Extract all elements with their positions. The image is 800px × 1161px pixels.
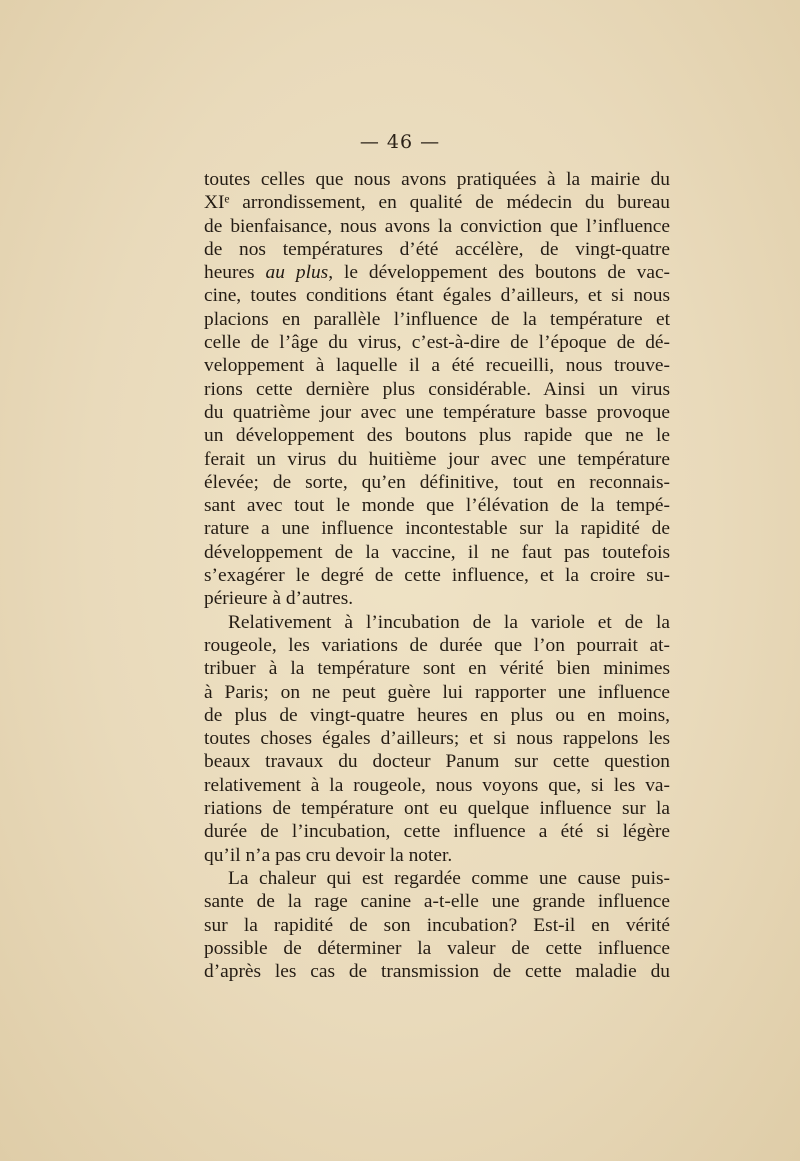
text-run: heures [204, 262, 266, 284]
text-line: cine, toutes conditions étant égales d’ailleurs, et si nous [204, 285, 670, 307]
text-line: beaux travaux du docteur Panum sur cette question [204, 751, 670, 773]
text-line: possible de déterminer la valeur de cette influence [204, 937, 670, 959]
paragraph-last-line: périeure à d’autres. [204, 588, 354, 610]
text-line [204, 261, 670, 284]
text-line: du quatrième jour avec une température basse provoque [204, 401, 670, 423]
italic-text: au plus [265, 262, 329, 284]
paragraph-last-line: qu’il n’a pas cru devoir la noter. [204, 844, 453, 866]
text-line: élevée; de sorte, qu’en définitive, tout en reconnais- [204, 471, 670, 493]
page-number: — 46 — [359, 131, 441, 153]
text-line: d’après les cas de transmission de cette maladie du [204, 961, 670, 983]
text-line: riations de température ont eu quelque influence sur la [204, 798, 670, 820]
text-line: sante de la rage canine a-t-elle une grande influence [204, 891, 670, 913]
text-line: un développement des boutons plus rapide que ne le [204, 425, 670, 447]
text-line: XIᵉ arrondissement, en qualité de médecin du bureau [204, 192, 670, 214]
text-line: ferait un virus du huitième jour avec une température [204, 448, 670, 470]
text-line: celle de l’âge du virus, c’est-à-dire de l’époque de dé- [204, 332, 670, 354]
text-line: rougeole, les variations de durée que l’on pourrait at- [204, 634, 670, 656]
text-line: de nos températures d’été accélère, de vingt-quatre [204, 238, 670, 260]
text-line: développement de la vaccine, il ne faut pas toutefois [204, 541, 670, 563]
paragraph-first-line: Relativement à l’incubation de la variole et de la [228, 611, 670, 633]
text-line: de plus de vingt-quatre heures en plus ou en moins, [204, 704, 670, 726]
text-line: de bienfaisance, nous avons la conviction que l’influence [204, 215, 670, 237]
text-line: veloppement à laquelle il a été recueilli, nous trouve- [204, 355, 670, 377]
text-line: rions cette dernière plus considérable. Ainsi un virus [204, 378, 670, 400]
text-line: placions en parallèle l’influence de la température et [204, 308, 670, 330]
text-line: relativement à la rougeole, nous voyons que, si les va- [204, 774, 670, 796]
text-line: rature a une influence incontestable sur la rapidité de [204, 518, 670, 540]
text-line: sur la rapidité de son incubation? Est-il en vérité [204, 914, 670, 936]
text-line: s’exagérer le degré de cette influence, et la croire su- [204, 565, 670, 587]
text-line: sant avec tout le monde que l’élévation de la tempé- [204, 495, 670, 517]
text-line: durée de l’incubation, cette influence a été si légère [204, 821, 670, 843]
text-line: tribuer à la température sont en vérité bien minimes [204, 658, 670, 680]
paragraph-first-line: La chaleur qui est regardée comme une cause puis- [228, 867, 670, 889]
body-text [204, 168, 670, 983]
text-run: , le développement des boutons de vac- [328, 262, 670, 284]
text-line: toutes celles que nous avons pratiquées à la mairie du [204, 169, 670, 190]
text-line: à Paris; on ne peut guère lui rapporter une influence [204, 681, 670, 703]
text-line: toutes choses égales d’ailleurs; et si nous rappelons les [204, 728, 670, 750]
